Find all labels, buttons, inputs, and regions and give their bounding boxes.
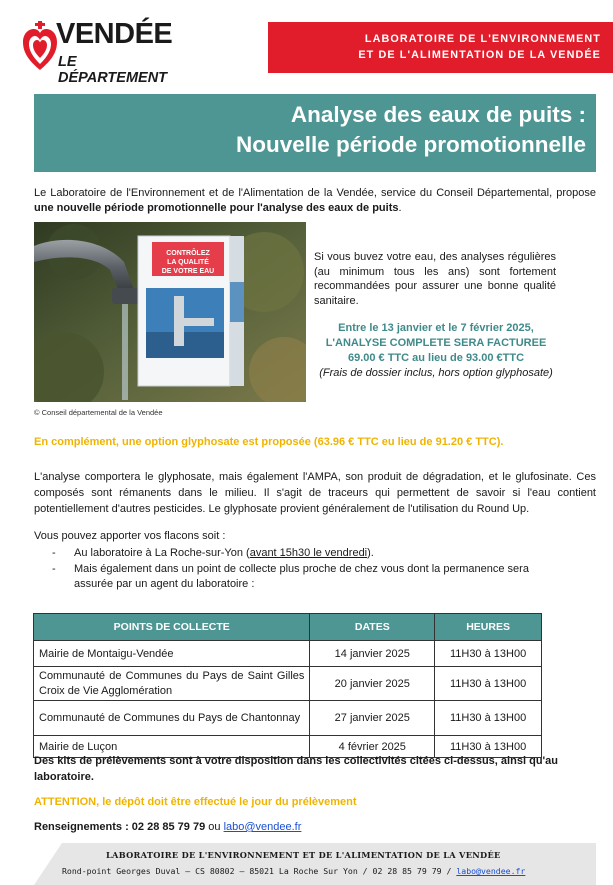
- intro-end: .: [398, 202, 402, 214]
- table-cell-date: 20 janvier 2025: [310, 667, 435, 701]
- svg-text:DE VOTRE EAU: DE VOTRE EAU: [161, 268, 215, 275]
- bullet-dash: -: [52, 547, 56, 559]
- table-header-cell: DATES: [310, 614, 435, 641]
- logo-name: VENDÉE: [56, 18, 173, 50]
- list-item-text: Mais également dans un point de collecte plus proche de chez vous dont la permanence sera assurée par un agent du laboratoire :: [74, 562, 529, 590]
- vendee-logo: [22, 18, 182, 86]
- logo-subtitle: LE DÉPARTEMENT: [58, 54, 168, 86]
- title-line1: Analyse des eaux de puits :: [290, 102, 586, 127]
- table-cell-location: Mairie de Luçon: [34, 736, 310, 758]
- kits-paragraph: Des kits de prélèvements sont à votre disposition dans les collectivités citées ci-dessus, ainsi qu'au laboratoire.: [34, 755, 558, 783]
- lab-banner: [268, 22, 613, 73]
- list-item-underlined: avant 15h30 le vendredi: [249, 547, 368, 559]
- table-row: [34, 667, 542, 701]
- svg-text:LA QUALITÉ: LA QUALITÉ: [167, 259, 209, 266]
- table-cell-location: Communauté de Communes du Pays de Saint Gilles Croix de Vie Agglomération: [34, 667, 310, 701]
- promo-dates: Entre le 13 janvier et le 7 février 2025,: [338, 322, 534, 334]
- list-item-text: Au laboratoire à La Roche-sur-Yon (: [74, 547, 250, 559]
- table-header-row: [34, 614, 542, 641]
- table-cell-hours: 11H30 à 13H00: [435, 701, 542, 736]
- bring-intro: Vous pouvez apporter vos flacons soit :: [34, 530, 226, 542]
- contact-or: ou: [205, 821, 224, 833]
- table-cell-hours: 11H30 à 13H00: [435, 641, 542, 667]
- glyphosate-option: En complément, une option glyphosate est proposée (63.96 € TTC eu lieu de 91.20 € TTC).: [34, 436, 504, 448]
- contact-info: [34, 821, 301, 833]
- collection-points-table: [33, 613, 542, 758]
- svg-text:CONTRÔLEZ: CONTRÔLEZ: [166, 250, 210, 257]
- photo-water-kit: [34, 222, 306, 402]
- promo-headline: L'ANALYSE COMPLETE SERA FACTUREE: [325, 337, 547, 349]
- table-row: [34, 701, 542, 736]
- table-header-cell: HEURES: [435, 614, 542, 641]
- page-footer: [34, 843, 596, 885]
- side-text: Si vous buvez votre eau, des analyses régulières (au minimum tous les ans) sont fortement recommandées pour assurer une bonne qualité sanitaire.: [314, 251, 556, 307]
- footer-lab-name: LABORATOIRE DE L'ENVIRONNEMENT ET DE L'ALIMENTATION DE LA VENDÉE: [106, 850, 501, 860]
- table-cell-date: 4 février 2025: [310, 736, 435, 758]
- analysis-paragraph: L'analyse comportera le glyphosate, mais également l'AMPA, son produit de dégradation, et le glufosinate. Ces composés sont rémanents dans le milieu. Il s'agit de traceurs qui permettent de savoir si l'eau contient potentiellement d'autres pesticides. Le glyphosate provient généralement de l'utilisation du Round Up.: [34, 471, 596, 515]
- photo-caption: © Conseil départemental de la Vendée: [34, 408, 163, 417]
- vendee-heart-icon: [22, 20, 58, 74]
- table-cell-hours: 11H30 à 13H00: [435, 667, 542, 701]
- attention-notice: ATTENTION, le dépôt doit être effectué le jour du prélèvement: [34, 796, 357, 808]
- title-line2: Nouvelle période promotionnelle: [235, 132, 586, 157]
- table-cell-date: 14 janvier 2025: [310, 641, 435, 667]
- footer-address: [62, 866, 525, 876]
- promo-note: (Frais de dossier inclus, hors option glyphosate): [319, 367, 553, 379]
- list-item: [52, 562, 558, 593]
- lab-banner-line2: ET DE L'ALIMENTATION DE LA VENDÉE: [358, 49, 601, 61]
- table-cell-location: Communauté de Communes du Pays de Chantonnay: [34, 701, 310, 736]
- table-cell-location: Mairie de Montaigu-Vendée: [34, 641, 310, 667]
- contact-label: Renseignements : 02 28 85 79 79: [34, 821, 206, 833]
- contact-email-link[interactable]: labo@vendee.fr: [223, 821, 302, 833]
- photo-illustration: [34, 222, 306, 402]
- promo-block: [310, 321, 562, 381]
- table-header-cell: POINTS DE COLLECTE: [34, 614, 310, 641]
- table-cell-date: 27 janvier 2025: [310, 701, 435, 736]
- bullet-dash: -: [52, 562, 56, 575]
- list-item-end: ).: [367, 547, 374, 559]
- intro-text: Le Laboratoire de l'Environnement et de l'Alimentation de la Vendée, service du Conseil Départemental, propose: [34, 187, 596, 199]
- intro-paragraph: [34, 186, 596, 216]
- footer-corner-decoration: [34, 843, 62, 885]
- page-title: [34, 94, 596, 172]
- table-cell-hours: 11H30 à 13H00: [435, 736, 542, 758]
- footer-address-text: Rond-point Georges Duval – CS 80802 – 85021 La Roche Sur Yon / 02 28 85 79 79 /: [62, 866, 457, 876]
- lab-banner-line1: LABORATOIRE DE L'ENVIRONNEMENT: [364, 33, 601, 45]
- bring-list: [52, 546, 558, 593]
- promo-price: 69.00 € TTC au lieu de 93.00 €TTC: [347, 352, 525, 364]
- table-row: [34, 641, 542, 667]
- intro-bold: une nouvelle période promotionnelle pour l'analyse des eaux de puits: [34, 202, 399, 214]
- footer-email-link[interactable]: labo@vendee.fr: [456, 866, 526, 876]
- list-item: [52, 546, 558, 562]
